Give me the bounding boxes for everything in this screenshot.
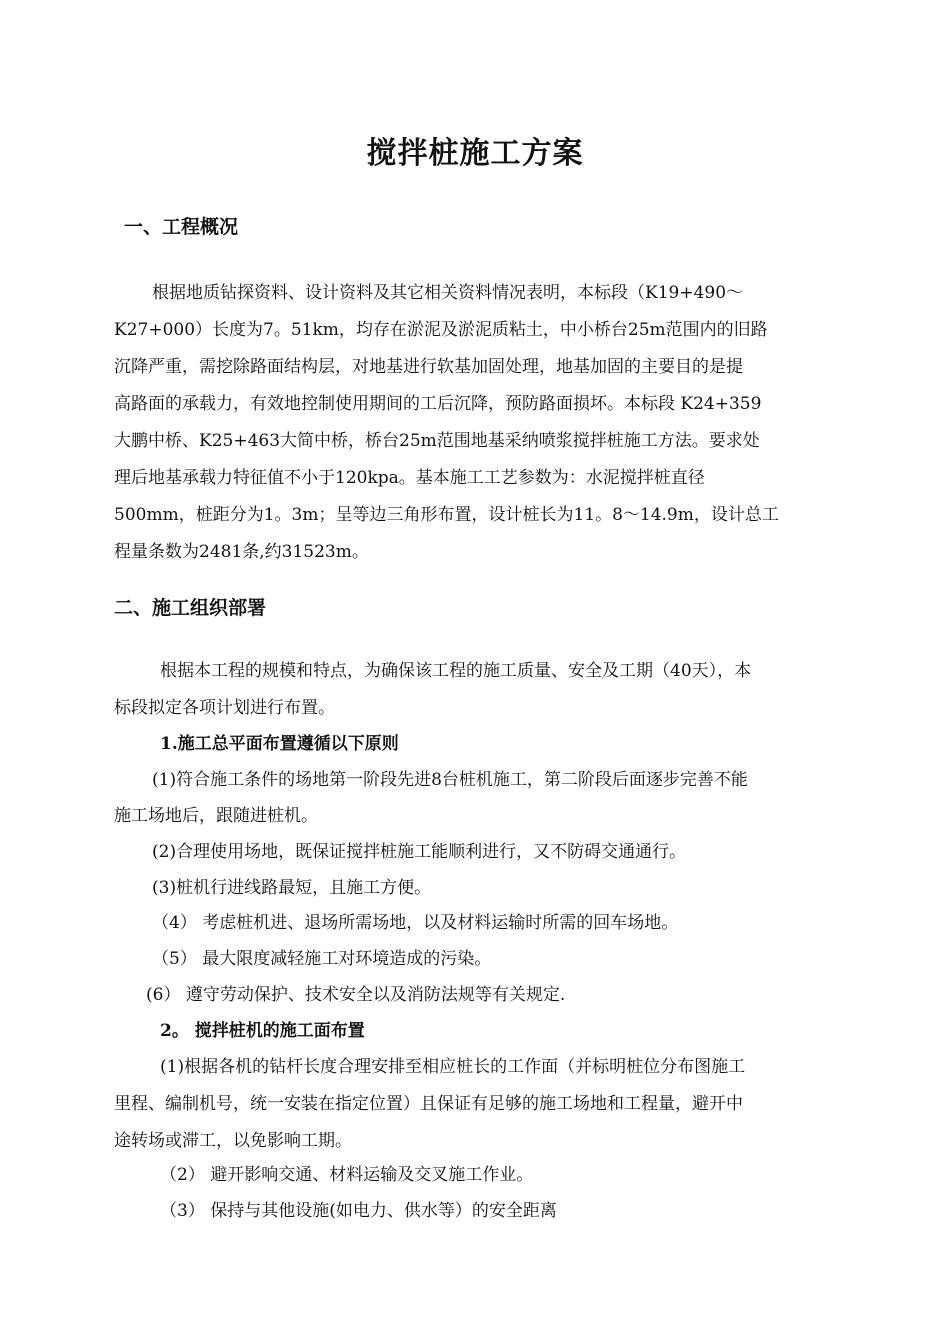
overview-line: 大鹏中桥、K25+463大简中桥，桥台25m范围地基采纳喷浆搅拌桩施工方法。要求处 (114, 431, 760, 451)
layout-item: 途转场或滞工，以免影响工期。 (114, 1131, 352, 1151)
subheading-pile-machine-layout: 2。 搅拌桩机的施工面布置 (160, 1021, 365, 1041)
layout-item: （3） 保持与其他设施(如电力、供水等）的安全距离 (160, 1201, 557, 1221)
principle-item: （5） 最大限度减轻施工对环境造成的污染。 (152, 949, 492, 969)
section-heading-overview: 一、工程概况 (124, 216, 239, 238)
layout-item: （2） 避开影响交通、材料运输及交叉施工作业。 (160, 1165, 534, 1185)
principle-item: (3)桩机行进线路最短，且施工方便。 (152, 878, 432, 898)
overview-line: 程量条数为2481条,约31523m。 (114, 542, 369, 562)
organization-intro-line: 标段拟定各项计划进行布置。 (114, 698, 335, 718)
layout-item: (1)根据各机的钻杆长度合理安排至相应桩长的工作面（并标明桩位分布图施工 (160, 1057, 746, 1077)
principle-item: (1)符合施工条件的场地第一阶段先进8台桩机施工，第二阶段后面逐步完善不能 (152, 770, 748, 790)
overview-line: 500mm，桩距分为1。3m；呈等边三角形布置，设计桩长为11。8～14.9m，设计总工 (114, 505, 779, 525)
principle-item: （4） 考虑桩机进、退场所需场地，以及材料运输时所需的回车场地。 (152, 913, 679, 933)
section-heading-organization: 二、施工组织部署 (114, 597, 267, 619)
overview-line: 理后地基承载力特征值不小于120kpa。基本施工工艺参数为：水泥搅拌桩直径 (114, 468, 705, 488)
principle-item: (6） 遵守劳动保护、技术安全以及消防法规等有关规定. (146, 985, 566, 1005)
subheading-layout-principles: 1.施工总平面布置遵循以下原则 (160, 734, 399, 754)
overview-line: 沉降严重，需挖除路面结构层，对地基进行软基加固处理，地基加固的主要目的是提 (114, 357, 743, 377)
layout-item: 里程、编制机号，统一安装在指定位置）且保证有足够的施工场地和工程量，避开中 (114, 1094, 743, 1114)
principle-item: 施工场地后，跟随进桩机。 (114, 806, 318, 826)
overview-line: 高路面的承载力，有效地控制使用期间的工后沉降，预防路面损坏。本标段 K24+359 (114, 394, 762, 414)
document-title: 搅拌桩施工方案 (366, 136, 584, 171)
overview-line: 根据地质钻探资料、设计资料及其它相关资料情况表明，本标段（K19+490～ (152, 283, 744, 303)
organization-intro-line: 根据本工程的规模和特点，为确保该工程的施工质量、安全及工期（40天），本 (160, 661, 752, 681)
overview-line: K27+000）长度为7。51km，均存在淤泥及淤泥质粘土，中小桥台25m范围内的旧路 (114, 320, 768, 340)
principle-item: (2)合理使用场地，既保证搅拌桩施工能顺利进行，又不防碍交通通行。 (152, 842, 687, 862)
